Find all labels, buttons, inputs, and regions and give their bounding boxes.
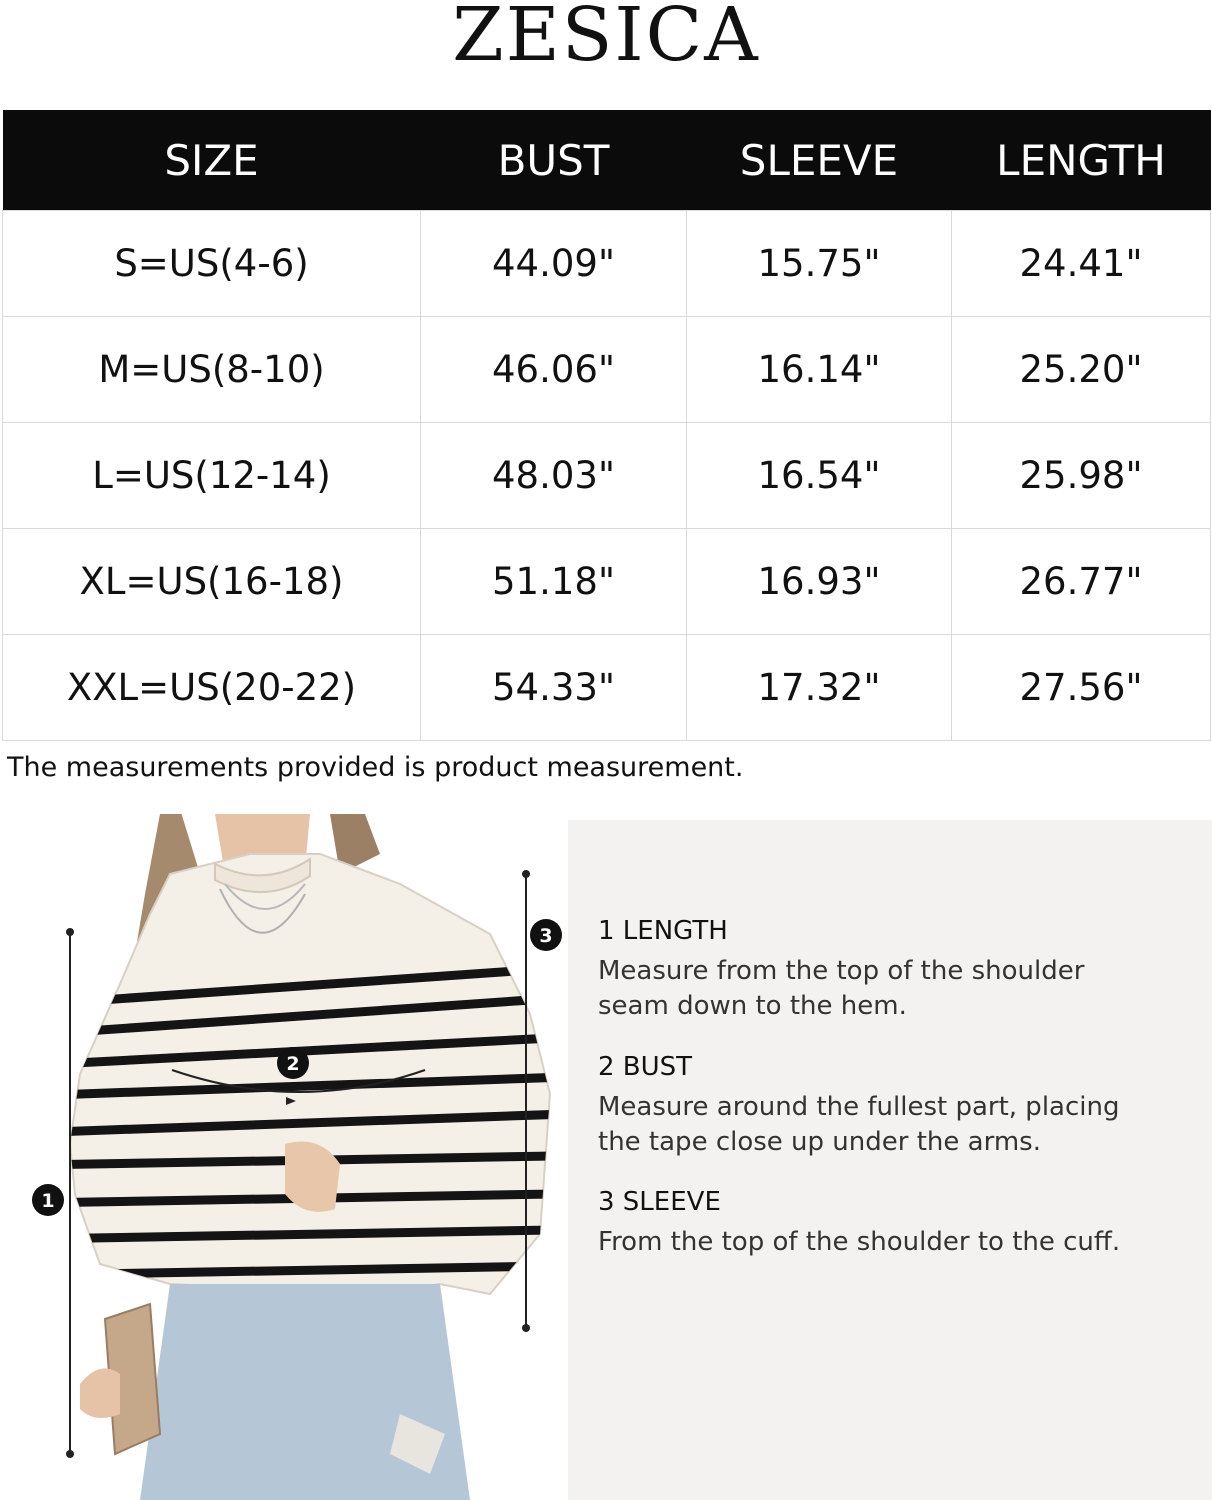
measure-endpoint [66, 928, 74, 936]
size-cell: L=US(12-14) [3, 423, 421, 529]
length-cell: 24.41" [952, 211, 1211, 317]
header-sleeve: SLEEVE [687, 110, 952, 211]
instruction-title: 1 LENGTH [598, 916, 728, 946]
bust-cell: 44.09" [421, 211, 687, 317]
bust-cell: 54.33" [421, 635, 687, 741]
measure-endpoint [66, 1450, 74, 1458]
table-header-row [3, 110, 1211, 211]
header-length: LENGTH [952, 110, 1211, 211]
instruction-text: From the top of the shoulder to the cuff. [598, 1227, 1121, 1257]
table-row [3, 529, 1211, 635]
length-cell: 25.20" [952, 317, 1211, 423]
instruction-title: 2 BUST [598, 1052, 693, 1082]
instruction-text: Measure from the top of the shoulder seam down to the hem. [598, 956, 1085, 1021]
model-photo [20, 814, 568, 1500]
marker-3 [530, 919, 562, 951]
measure-endpoint [522, 870, 530, 878]
header-bust: BUST [421, 110, 687, 211]
sleeve-cell: 15.75" [687, 211, 952, 317]
marker-1-label: 1 [41, 1190, 55, 1212]
sweater-illustration [20, 814, 568, 1500]
size-chart-table [2, 110, 1211, 741]
instruction-text: Measure around the fullest part, placing the tape close up under the arms. [598, 1092, 1120, 1157]
sleeve-cell: 17.32" [687, 635, 952, 741]
hand-shape [80, 1368, 120, 1418]
length-cell: 26.77" [952, 529, 1211, 635]
measurement-instructions-panel [568, 820, 1212, 1500]
table-row [3, 635, 1211, 741]
bust-cell: 51.18" [421, 529, 687, 635]
table-row [3, 423, 1211, 529]
marker-1 [32, 1184, 64, 1216]
size-cell: XXL=US(20-22) [3, 635, 421, 741]
table-row [3, 317, 1211, 423]
table-row [3, 211, 1211, 317]
measure-endpoint [522, 1324, 530, 1332]
length-cell: 25.98" [952, 423, 1211, 529]
header-size: SIZE [3, 110, 421, 211]
instruction-sleeve [598, 1187, 1158, 1260]
instruction-length [598, 916, 1158, 1024]
instruction-title: 3 SLEEVE [598, 1187, 721, 1217]
size-cell: S=US(4-6) [3, 211, 421, 317]
marker-3-label: 3 [539, 925, 553, 947]
marker-2 [277, 1047, 309, 1079]
bust-cell: 46.06" [421, 317, 687, 423]
sleeve-cell: 16.14" [687, 317, 952, 423]
measurement-note: The measurements provided is product measurement. [7, 752, 744, 783]
bust-cell: 48.03" [421, 423, 687, 529]
marker-2-label: 2 [286, 1053, 300, 1075]
size-cell: XL=US(16-18) [3, 529, 421, 635]
instruction-bust [598, 1052, 1158, 1160]
sleeve-cell: 16.93" [687, 529, 952, 635]
sleeve-cell: 16.54" [687, 423, 952, 529]
brand-logo: ZESICA [452, 0, 760, 78]
length-cell: 27.56" [952, 635, 1211, 741]
size-cell: M=US(8-10) [3, 317, 421, 423]
